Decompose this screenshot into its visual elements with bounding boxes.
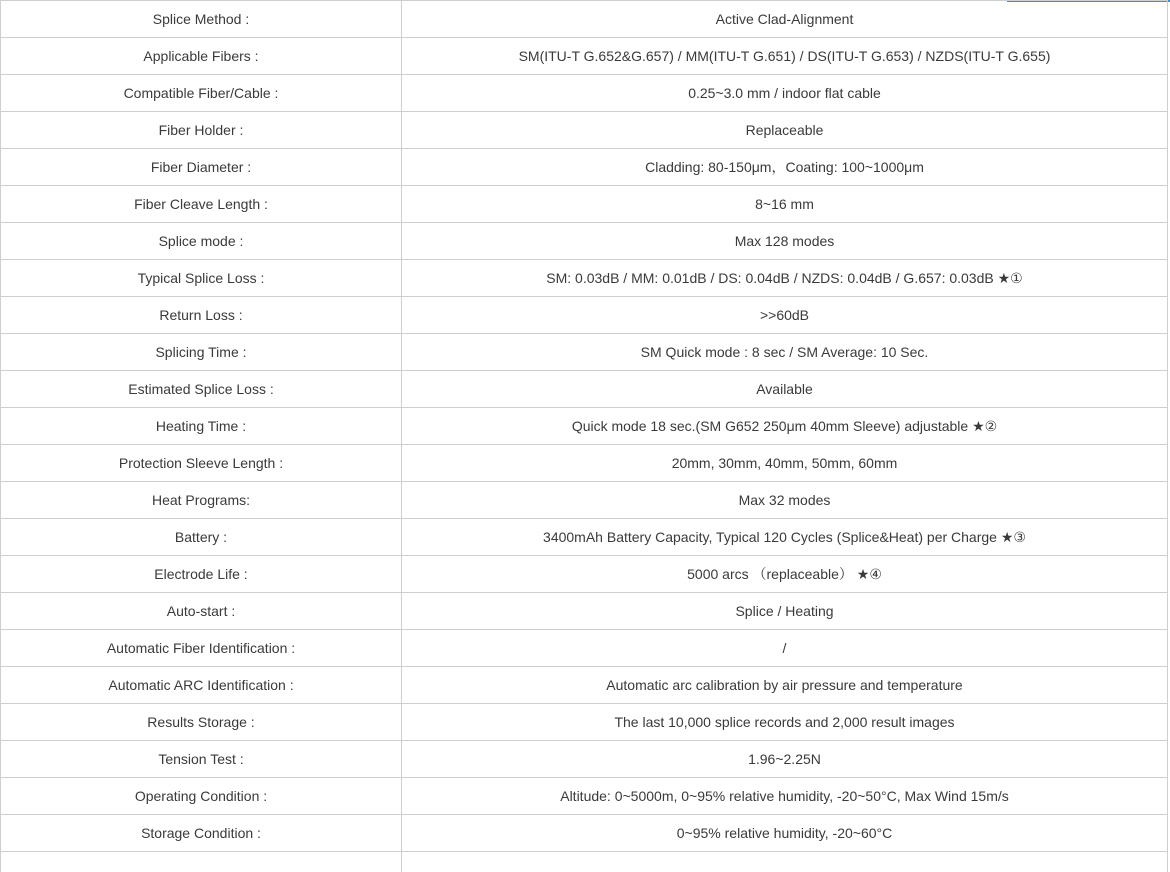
table-row	[1, 149, 1168, 186]
spec-label: Typical Splice Loss :	[1, 260, 402, 297]
spec-value: Available	[402, 371, 1168, 408]
table-row	[1, 371, 1168, 408]
table-row	[1, 556, 1168, 593]
table-row	[1, 186, 1168, 223]
table-row	[1, 778, 1168, 815]
spec-value: >>60dB	[402, 297, 1168, 334]
spec-value: 0.25~3.0 mm / indoor flat cable	[402, 75, 1168, 112]
table-row	[1, 741, 1168, 778]
spec-value: The last 10,000 splice records and 2,000 result images	[402, 704, 1168, 741]
table-row	[1, 482, 1168, 519]
spec-label: Operating Condition :	[1, 778, 402, 815]
spec-label: Results Storage :	[1, 704, 402, 741]
spec-value: 5000 arcs （replaceable） ★④	[402, 556, 1168, 593]
table-row	[1, 593, 1168, 630]
table-row	[1, 112, 1168, 149]
table-row	[1, 815, 1168, 852]
table-row	[1, 408, 1168, 445]
spec-value: 0~95% relative humidity, -20~60°C	[402, 815, 1168, 852]
spec-value: Max 128 modes	[402, 223, 1168, 260]
spec-value: Cladding: 80-150μm，Coating: 100~1000μm	[402, 149, 1168, 186]
table-row	[1, 667, 1168, 704]
table-row	[1, 260, 1168, 297]
spec-label: Estimated Splice Loss :	[1, 371, 402, 408]
table-row	[1, 223, 1168, 260]
spec-label: Heat Programs:	[1, 482, 402, 519]
spec-value: Max 32 modes	[402, 482, 1168, 519]
spec-label: Automatic ARC Identification :	[1, 667, 402, 704]
table-row	[1, 1, 1168, 38]
spec-label: Splice mode :	[1, 223, 402, 260]
spec-value: Quick mode 18 sec.(SM G652 250μm 40mm Sleeve) adjustable ★②	[402, 408, 1168, 445]
spec-label: Splice Method :	[1, 1, 402, 38]
spec-label: Heating Time :	[1, 408, 402, 445]
spec-label: Return Loss :	[1, 297, 402, 334]
spec-value: Active Clad-Alignment	[402, 1, 1168, 38]
table-row	[1, 334, 1168, 371]
spec-value: 3400mAh Battery Capacity, Typical 120 Cycles (Splice&Heat) per Charge ★③	[402, 519, 1168, 556]
spec-value: Replaceable	[402, 112, 1168, 149]
table-row	[1, 519, 1168, 556]
spec-value: 1.96~2.25N	[402, 741, 1168, 778]
spec-label: Battery :	[1, 519, 402, 556]
spec-label: Auto-start :	[1, 593, 402, 630]
spec-value: SM(ITU-T G.652&G.657) / MM(ITU-T G.651) / DS(ITU-T G.653) / NZDS(ITU-T G.655)	[402, 38, 1168, 75]
table-row	[1, 75, 1168, 112]
table-row	[1, 38, 1168, 75]
spec-value: Altitude: 0~5000m, 0~95% relative humidity, -20~50°C, Max Wind 15m/s	[402, 778, 1168, 815]
table-row	[1, 630, 1168, 667]
spec-value: 20mm, 30mm, 40mm, 50mm, 60mm	[402, 445, 1168, 482]
spec-value: SM Quick mode : 8 sec / SM Average: 10 Sec.	[402, 334, 1168, 371]
spec-label: Fiber Cleave Length :	[1, 186, 402, 223]
spec-value: Automatic arc calibration by air pressure and temperature	[402, 667, 1168, 704]
spec-label: Automatic Fiber Identification :	[1, 630, 402, 667]
spec-label: Fiber Diameter :	[1, 149, 402, 186]
table-row	[1, 704, 1168, 741]
spec-value: SM: 0.03dB / MM: 0.01dB / DS: 0.04dB / NZDS: 0.04dB / G.657: 0.03dB ★①	[402, 260, 1168, 297]
spec-label: Tension Test :	[1, 741, 402, 778]
spec-label: Applicable Fibers :	[1, 38, 402, 75]
spec-value: Splice / Heating	[402, 593, 1168, 630]
spec-label: Protection Sleeve Length :	[1, 445, 402, 482]
table-row	[1, 445, 1168, 482]
spec-label: Electrode Life :	[1, 556, 402, 593]
spec-label: Fiber Holder :	[1, 112, 402, 149]
table-row	[1, 297, 1168, 334]
spec-value: /	[402, 630, 1168, 667]
spec-label: Splicing Time :	[1, 334, 402, 371]
spec-value: 8~16 mm	[402, 186, 1168, 223]
spec-label: Compatible Fiber/Cable :	[1, 75, 402, 112]
spec-label: Storage Condition :	[1, 815, 402, 852]
